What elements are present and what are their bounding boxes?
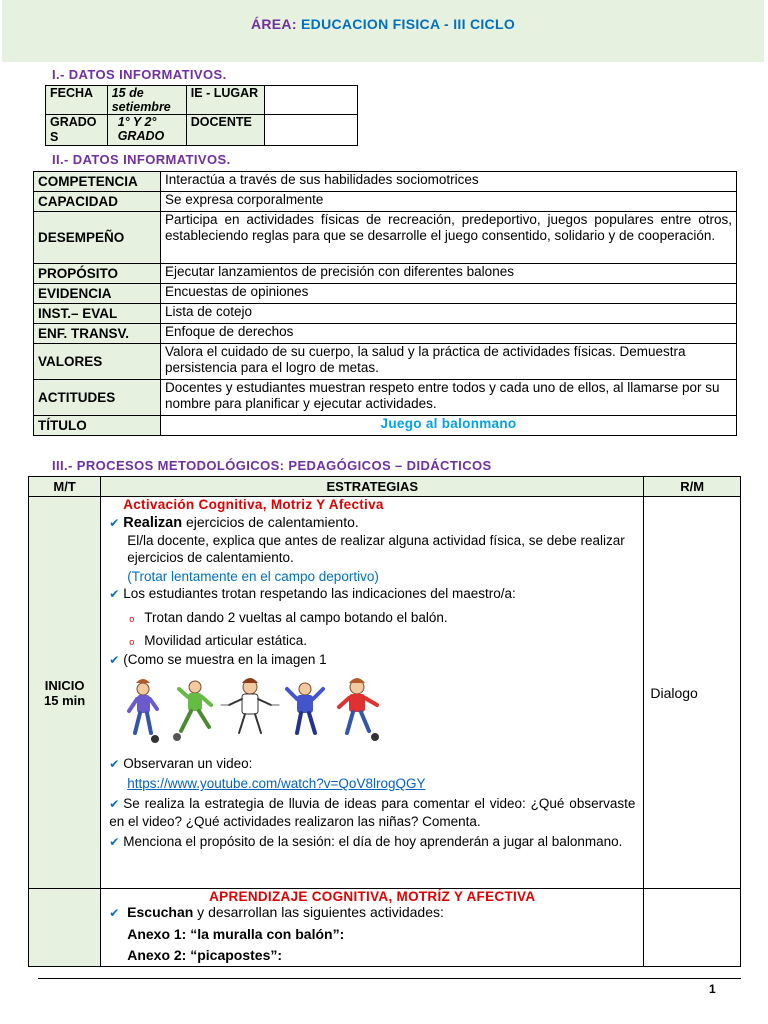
aprendizaje-title: APRENDIZAJE COGNITIVA, MOTRÍZ Y AFECTIVA bbox=[209, 889, 536, 904]
figure-1 bbox=[129, 679, 159, 743]
figure-2 bbox=[173, 681, 211, 741]
grado-label: GRADO S bbox=[46, 115, 108, 146]
titulo-value: Juego al balonmano bbox=[161, 416, 737, 436]
row-label: DESEMPEÑO bbox=[34, 212, 161, 264]
fecha-value: 15 de setiembre bbox=[107, 86, 186, 115]
check-icon: ✔ bbox=[109, 587, 120, 601]
check-icon: ✔ bbox=[109, 797, 120, 811]
circle-bullet-icon: o bbox=[129, 637, 135, 647]
fecha-label: FECHA bbox=[46, 86, 108, 115]
col-rm: R/M bbox=[644, 477, 741, 497]
row-value: Valora el cuidado de su cuerpo, la salud y la práctica de actividades físicas. Demuestra persistencia para el logro de metas. bbox=[161, 344, 737, 380]
page-number: 1 bbox=[709, 982, 716, 996]
row-value: Docentes y estudiantes muestran respeto entre todos y cada uno de ellos, al llamarse por su nombre para planificar y ejecutar actividades. bbox=[161, 380, 737, 416]
check-icon: ✔ bbox=[109, 516, 120, 530]
anexo-2: Anexo 2: “picapostes”: bbox=[127, 947, 283, 963]
row-value: Se expresa corporalmente bbox=[161, 192, 737, 212]
row-label: COMPETENCIA bbox=[34, 172, 161, 192]
inicio-time: 15 min bbox=[44, 692, 86, 708]
row-label: TÍTULO bbox=[34, 416, 161, 436]
section1-title: I.- DATOS INFORMATIVOS. bbox=[52, 67, 227, 82]
escuchan-text: y desarrollan las siguientes actividades: bbox=[193, 904, 444, 920]
section3-title: III.- PROCESOS METODOLÓGICOS: PEDAGÓGICOS – DIDÁCTICOS bbox=[52, 458, 492, 473]
row-label: VALORES bbox=[34, 344, 161, 380]
inicio-cell bbox=[29, 497, 101, 889]
inicio-title: Activación Cognitiva, Motriz Y Afectiva bbox=[123, 497, 384, 512]
escuchan-bold: Escuchan bbox=[127, 904, 194, 920]
check-icon: ✔ bbox=[109, 757, 120, 771]
proposito-text: Menciona el propósito de la sesión: el día de hoy aprenderán a jugar al balonmano. bbox=[123, 834, 623, 849]
imagen-text: (Como se muestra en la imagen 1 bbox=[123, 652, 327, 667]
header-title bbox=[2, 16, 764, 32]
procesos-table bbox=[28, 476, 741, 967]
figure-5 bbox=[339, 678, 379, 741]
video-link[interactable]: https://www.youtube.com/watch?v=QoV8lrogQGY bbox=[127, 776, 426, 791]
sub-item-2: Movilidad articular estática. bbox=[144, 633, 308, 648]
inicio-rm: Dialogo bbox=[644, 497, 741, 889]
docente-value bbox=[265, 115, 358, 146]
header-banner bbox=[2, 0, 764, 62]
area-value: EDUCACION FISICA - III CICLO bbox=[301, 16, 516, 32]
docente-text: El/la docente, explica que antes de realizar alguna actividad física, se debe realizar ejercicios de calentamiento. bbox=[127, 533, 625, 565]
col-mt: M/T bbox=[29, 477, 101, 497]
section2-title: II.- DATOS INFORMATIVOS. bbox=[52, 152, 231, 167]
row-label: EVIDENCIA bbox=[34, 284, 161, 304]
footer-divider bbox=[38, 978, 741, 979]
realizan-text: ejercicios de calentamiento. bbox=[182, 514, 359, 530]
row-value: Lista de cotejo bbox=[161, 304, 737, 324]
area-label: ÁREA: bbox=[250, 16, 297, 32]
row-value: Enfoque de derechos bbox=[161, 324, 737, 344]
col-strategies: ESTRATEGIAS bbox=[101, 477, 644, 497]
row-label: PROPÓSITO bbox=[34, 264, 161, 284]
datos-table-2 bbox=[33, 171, 737, 436]
lluvia-text: Se realiza la estrategia de lluvia de ideas para comentar el video: ¿Qué observaste en el video? ¿Qué actividades realizaron las niñas? Comenta. bbox=[109, 796, 636, 829]
estudiantes-text: Los estudiantes trotan respetando las indicaciones del maestro/a: bbox=[123, 586, 516, 601]
ie-value bbox=[265, 86, 358, 115]
figure-3 bbox=[221, 678, 279, 733]
figure-4 bbox=[287, 683, 323, 733]
circle-bullet-icon: o bbox=[129, 614, 135, 624]
row-label: ENF. TRANSV. bbox=[34, 324, 161, 344]
realizan-bold: Realizan bbox=[123, 515, 183, 531]
inicio-strategies bbox=[101, 497, 644, 889]
grado-value: 1° Y 2° GRADO bbox=[107, 115, 186, 146]
row-label: CAPACIDAD bbox=[34, 192, 161, 212]
desarrollo-cell bbox=[29, 889, 101, 967]
row-value: Interactúa a través de sus habilidades sociomotrices bbox=[161, 172, 737, 192]
row-value: Participa en actividades físicas de recreación, predeportivo, juegos populares entre otros, estableciendo reglas para que se desarrolle el juego consentido, solidario y de cooperación. bbox=[161, 212, 737, 264]
ie-label: IE - LUGAR bbox=[186, 86, 264, 115]
check-icon: ✔ bbox=[109, 653, 120, 667]
check-icon: ✔ bbox=[109, 835, 120, 849]
row-label: INST.– EVAL bbox=[34, 304, 161, 324]
inicio-label: INICIO bbox=[44, 677, 85, 693]
video-text: Observaran un video: bbox=[123, 756, 253, 771]
warmup-figures-image bbox=[125, 675, 385, 747]
docente-label: DOCENTE bbox=[186, 115, 264, 146]
anexo-1: Anexo 1: “la muralla con balón”: bbox=[127, 926, 345, 942]
row-value: Ejecutar lanzamientos de precisión con diferentes balones bbox=[161, 264, 737, 284]
sub-item-1: Trotan dando 2 vueltas al campo botando el balón. bbox=[144, 610, 448, 625]
row-value: Encuestas de opiniones bbox=[161, 284, 737, 304]
datos-table-1 bbox=[45, 85, 358, 146]
desarrollo-rm bbox=[644, 889, 741, 967]
row-label: ACTITUDES bbox=[34, 380, 161, 416]
desarrollo-strategies bbox=[101, 889, 644, 967]
check-icon: ✔ bbox=[109, 906, 120, 920]
trotar-text: (Trotar lentamente en el campo deportivo) bbox=[127, 569, 379, 584]
